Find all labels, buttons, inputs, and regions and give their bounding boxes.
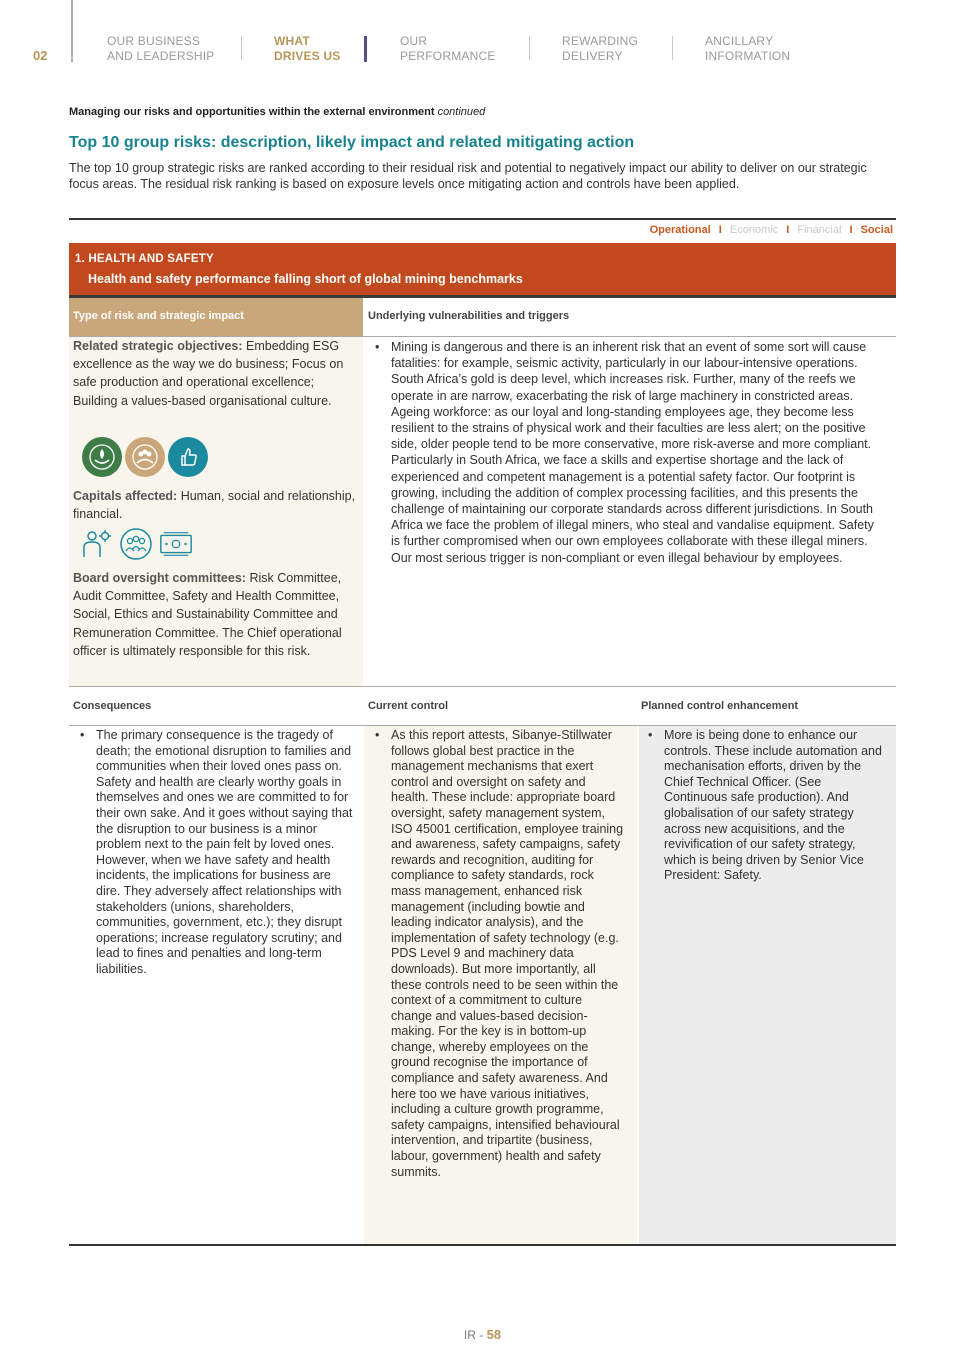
vulnerabilities-cell (372, 339, 882, 566)
current-control-cell (372, 728, 624, 1180)
divider (69, 686, 896, 687)
list-item: • The primary consequence is the tragedy of death; the emotional disruption to families and communities when their loved ones pass on. Safety and health are clearly worthy goals in themselves and ones we are committed to for their own sake. And it goes without saying that the disruption to our business is a minor problem next to the pain felt by loved ones. However, when we have safety and health incidents, the implications for business are dire. They adversely affect relationships with stakeholders (unions, shareholders, communities, government, etc.); they disrupt operations; increase regulatory scrutiny; and lead to fines and penalties and long-term liabilities. (77, 728, 353, 978)
section-number: 02 (33, 48, 48, 63)
nav-item-our-performance[interactable]: OUR PERFORMANCE (400, 34, 496, 63)
list-item: • As this report attests, Sibanye-Stillwater follows global best practice in the management mechanisms that exert control and oversight on safety and health. These include: appropriate board oversight, safety management system, ISO 45001 certification, employee training and awareness, safety campaigns, safety rewards and recognition, auditing for compliance to safety standards, rock mass management, enhanced risk management (including bowtie and leading indicator analysis), and the implementation of safety technology (e.g. PDS Level 9 and machinery data downloads). But more importantly, all these controls need to be seen within the context of a commitment to culture change and values-based decision-making. For the key is in bottom-up change, whereby employees on the ground recognise the importance of compliance and safety awareness. And here too we have various initiatives, including a culture growth programme, safety campaigns, intensified behavioural intervention, and tripartite (business, labour, government) health and safety summits. (372, 728, 624, 1180)
category-operational: Operational (649, 224, 711, 236)
top-navigation (0, 0, 965, 80)
nav-item-ancillary-information[interactable]: ANCILLARY INFORMATION (705, 34, 791, 63)
page-number: 58 (486, 1327, 502, 1342)
capitals-icons (78, 526, 194, 562)
risk-categories: Operational I Economic I Financial I Social (649, 224, 893, 236)
strategic-objective-icons (82, 437, 208, 477)
section-context: Managing our risks and opportunities within the external environment continued (69, 106, 486, 118)
nav-separator (241, 36, 242, 60)
strategic-objectives: Related strategic objectives: Embedding ESG excellence as the way we do business; Focus on safe production and operational excellence; Building a values-based organisational culture. (73, 339, 344, 408)
social-relationship-icon (118, 526, 154, 562)
nav-separator (529, 36, 530, 60)
page-title: Top 10 group risks: description, likely impact and related mitigating action (69, 134, 635, 151)
column-header-vulnerabilities: Underlying vulnerabilities and triggers (368, 310, 570, 322)
list-item: • Mining is dangerous and there is an inherent risk that an event of some sort will cause fatalities: for example, seismic activity, particularly in our labour-intensive operations. South Africa’s gold is deep level, which increases risk. Further, many of the reefs we operate in are narrow, exacerbating the risk of large machinery in constricted areas. Ageing workforce: as our loyal and long-standing employees age, they become less resilient to the strains of physical work and their faculties are less alert; on the positive side, older people tend to be more conservative, more risk-averse and more compliant. Particularly in South Africa, we face a skills and expertise shortage and the lack of experienced and competent management is a potential safety factor. Our footprint is growing, including the addition of complex processing facilities, and this presents the challenge of maintaining our corporate standards across different jurisdictions. In South Africa we face the problem of illegal miners, who steal and vandalise equipment. Safety is further compromised when our own employees collaborate with these illegal miners. Our most serious trigger is non-compliant or even illegal behaviour by employees. (372, 339, 882, 566)
risk-type-cell (69, 337, 363, 686)
divider (69, 218, 896, 220)
column-header-current-control: Current control (368, 700, 449, 712)
safe-production-icon (125, 437, 165, 477)
column-header-risk-type: Type of risk and strategic impact (69, 298, 363, 336)
category-social: Social (860, 224, 893, 236)
nav-item-what-drives-us[interactable]: WHAT DRIVES US (274, 34, 341, 63)
list-item: • More is being done to enhance our controls. These include automation and mechanisation efforts, driven by the Chief Technical Officer. (See Continuous safe production). And globalisation of our safety strategy across new acquisitions, and the revivification of our safety strategy, which is being driven by Senior Vice President: Safety. (645, 728, 885, 884)
consequences-cell (77, 728, 353, 978)
risk-title: 1. HEALTH AND SAFETY (75, 253, 214, 265)
human-capital-icon (78, 526, 114, 562)
nav-item-our-business[interactable]: OUR BUSINESS AND LEADERSHIP (107, 34, 215, 63)
thumbs-up-icon (168, 437, 208, 477)
column-header-consequences: Consequences (73, 700, 152, 712)
capitals-affected: Capitals affected: Human, social and relationship, financial. (73, 489, 356, 522)
divider (69, 1244, 896, 1246)
category-financial: Financial (797, 224, 842, 236)
risk-subtitle: Health and safety performance falling short of global mining benchmarks (88, 272, 523, 286)
nav-active-indicator (364, 36, 367, 62)
category-economic: Economic (729, 224, 779, 236)
board-oversight-committees: Board oversight committees: Risk Committee, Audit Committee, Safety and Health Committee, Social, Ethics and Sustainability Committee and Remuneration Committee. The Chief operational officer is ultimately responsible for this risk. (73, 571, 342, 658)
nav-divider (71, 0, 73, 62)
financial-capital-icon (158, 526, 194, 562)
intro-paragraph: The top 10 group strategic risks are ranked according to their residual risk and potential to negatively impact our ability to deliver on our strategic focus areas. The residual risk ranking is based on exposure levels once mitigating action and controls have been applied. (69, 161, 867, 191)
nav-item-rewarding-delivery[interactable]: REWARDING DELIVERY (562, 34, 639, 63)
nav-separator (672, 36, 673, 60)
planned-enhancement-cell (645, 728, 885, 884)
column-header-planned-enhancement: Planned control enhancement (641, 700, 799, 712)
page-footer: IR - 58 (463, 1327, 502, 1342)
risk-header (69, 243, 896, 295)
esg-excellence-icon (82, 437, 122, 477)
